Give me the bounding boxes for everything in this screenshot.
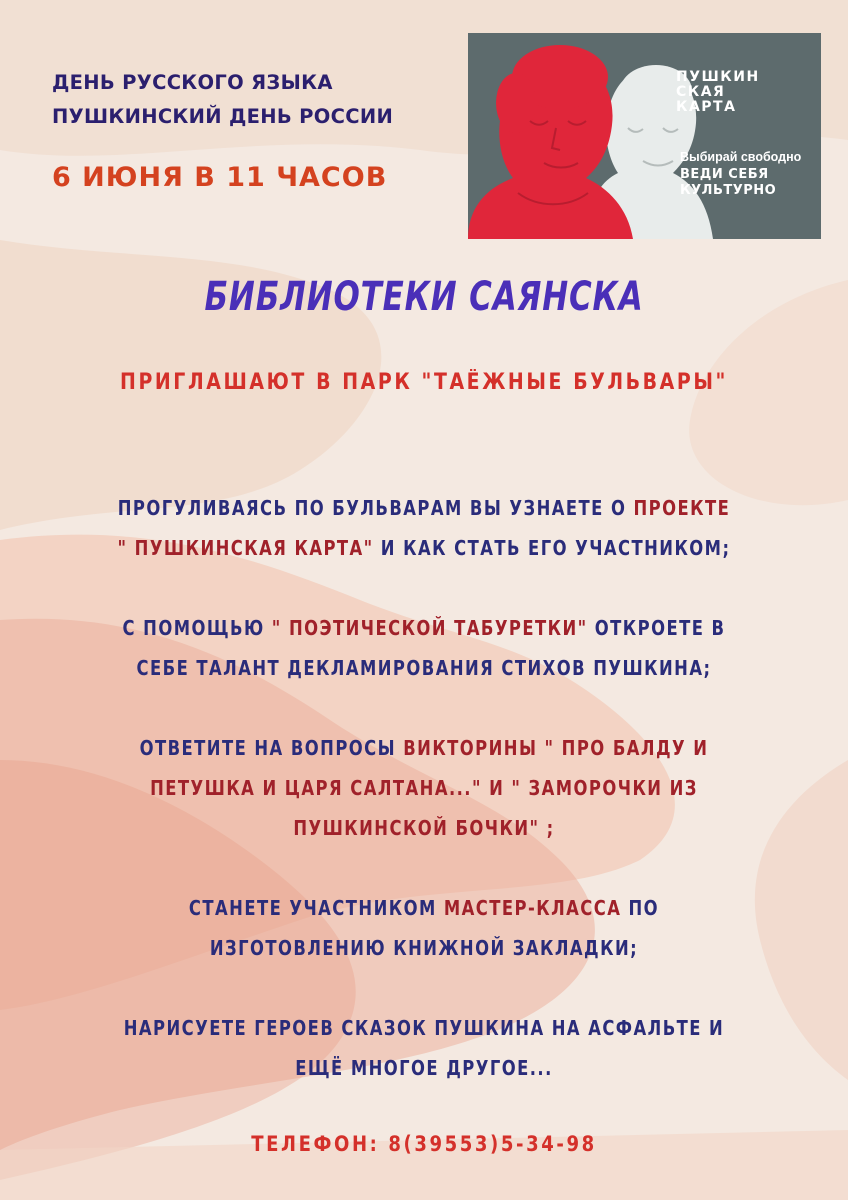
paragraph-line [85, 888, 763, 928]
text-span: ПРОГУЛИВАЯСЬ ПО БУЛЬВАРАМ ВЫ УЗНАЕТЕ О [117, 496, 634, 520]
tagline-line-1: ВЕДИ СЕБЯ [680, 167, 769, 182]
tagline-line-2: КУЛЬТУРНО [680, 183, 777, 198]
pushkin-card-tagline [680, 167, 776, 199]
paragraph-line [85, 768, 763, 808]
libraries-title: БИБЛИОТЕКИ САЯНСКА [204, 274, 644, 320]
text-span: С ПОМОЩЬЮ [122, 616, 272, 640]
paragraph-line: НАРИСУЕТЕ ГЕРОЕВ СКАЗОК ПУШКИНА НА АСФАЛЬТЕ И [123, 1016, 725, 1040]
program-item-quiz [0, 728, 848, 848]
program-item-asphalt-drawing [0, 1008, 848, 1088]
paragraph-line: ИЗГОТОВЛЕНИЮ КНИЖНОЙ ЗАКЛАДКИ; [209, 936, 639, 960]
pushkin-card-banner [468, 33, 821, 239]
text-span: ОТКРОЕТЕ В [587, 616, 726, 640]
text-span: ПО [621, 896, 660, 920]
highlight-span: ПРОЕКТЕ [633, 496, 731, 520]
contact-phone: ТЕЛЕФОН: 8(39553)5-34-98 [251, 1132, 597, 1156]
event-title-line-2: ПУШКИНСКИЙ ДЕНЬ РОССИИ [52, 105, 394, 128]
event-header [52, 66, 393, 193]
logo-line-3: КАРТА [676, 99, 737, 115]
program-item-pushkin-card [0, 488, 848, 568]
text-span: ОТВЕТИТЕ НА ВОПРОСЫ [139, 736, 404, 760]
program-item-master-class [0, 888, 848, 968]
paragraph-line: ЕЩЁ МНОГОЕ ДРУГОЕ... [295, 1056, 553, 1080]
logo-line-1: ПУШКИН [676, 69, 760, 85]
paragraph-line [85, 608, 763, 648]
paragraph-line [85, 528, 763, 568]
text-span: И КАК СТАТЬ ЕГО УЧАСТНИКОМ; [373, 536, 731, 560]
pushkin-busts-illustration [468, 33, 728, 239]
highlight-span: ПУШКИНСКОЙ БОЧКИ" ; [293, 816, 555, 840]
paragraph-line [85, 808, 763, 848]
paragraph-line [85, 728, 763, 768]
highlight-span: МАСТЕР-КЛАССА [443, 896, 622, 920]
highlight-span: ВИКТОРИНЫ " ПРО БАЛДУ И [403, 736, 709, 760]
pushkin-card-slogan: Выбирай свободно [680, 150, 802, 164]
invitation-subtitle: ПРИГЛАШАЮТ В ПАРК "ТАЁЖНЫЕ БУЛЬВАРЫ" [120, 370, 728, 395]
event-date: 6 ИЮНЯ В 11 ЧАСОВ [52, 162, 388, 193]
paragraph-line [85, 488, 763, 528]
event-title-line-1: ДЕНЬ РУССКОГО ЯЗЫКА [52, 71, 333, 94]
text-span: СТАНЕТЕ УЧАСТНИКОМ [188, 896, 444, 920]
highlight-span: " ПУШКИНСКАЯ КАРТА" [117, 536, 374, 560]
highlight-span: " ПОЭТИЧЕСКОЙ ТАБУРЕТКИ" [271, 616, 588, 640]
paragraph-line: СЕБЕ ТАЛАНТ ДЕКЛАМИРОВАНИЯ СТИХОВ ПУШКИНА; [136, 656, 712, 680]
highlight-span: ПЕТУШКА И ЦАРЯ САЛТАНА..." И " ЗАМОРОЧКИ ИЗ [150, 776, 698, 800]
logo-line-2: СКАЯ [676, 84, 726, 100]
pushkin-card-logo [676, 70, 760, 115]
program-item-poetry-stool [0, 608, 848, 688]
event-program [0, 488, 848, 1128]
